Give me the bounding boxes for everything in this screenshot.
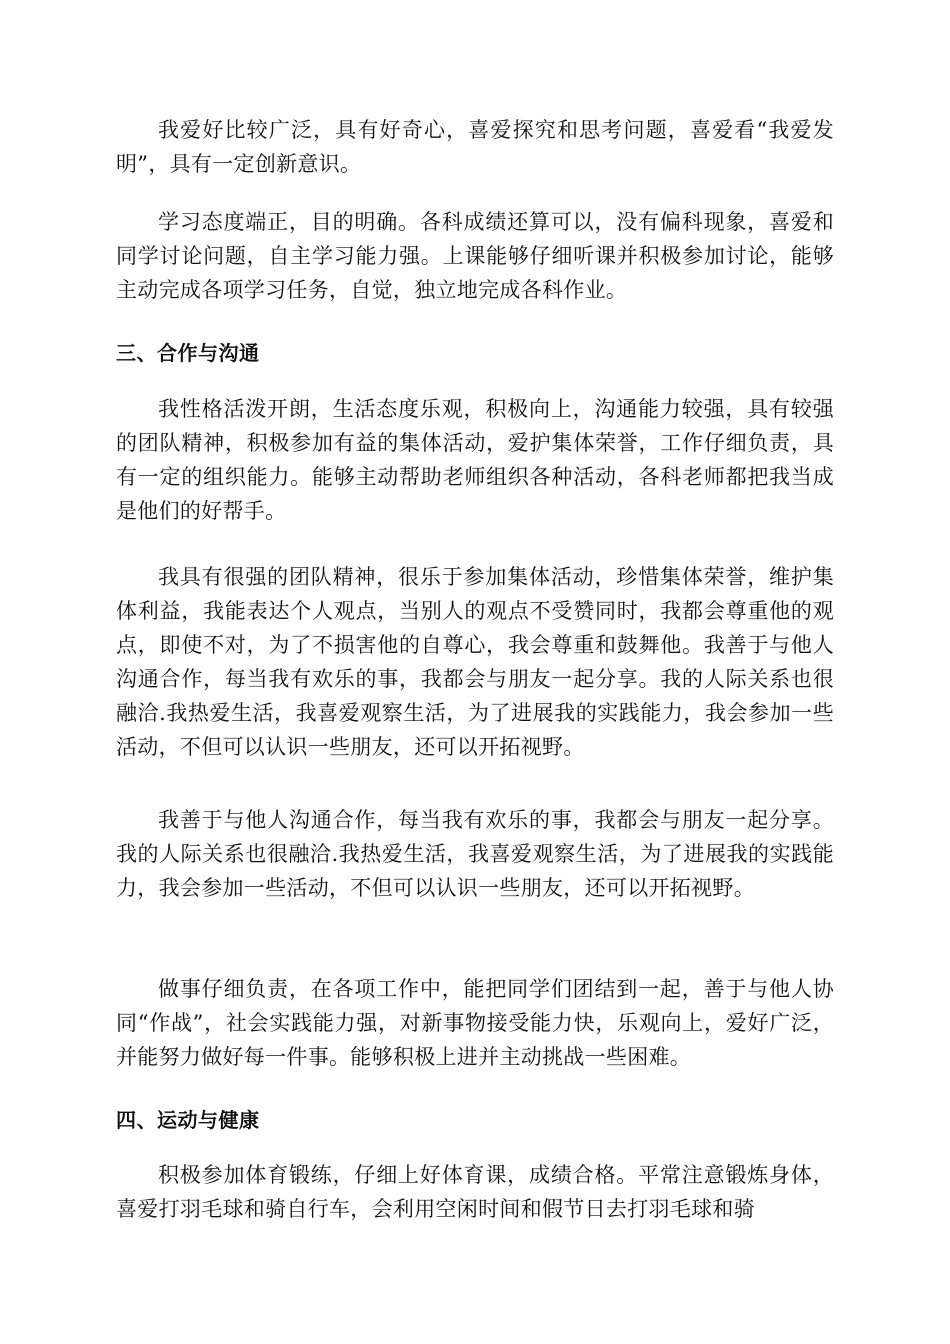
paragraph-personality: 我性格活泼开朗，生活态度乐观，积极向上，沟通能力较强，具有较强的团队精神，积极参加有益的集体活动，爱护集体荣誉，工作仔细负责，具有一定的组织能力。能够主动帮助老师组织各种活动，各科老师都把我当成是他们的好帮手。	[116, 397, 834, 523]
paragraph-responsibility: 做事仔细负责，在各项工作中，能把同学们团结到一起，善于与他人协同“作战”，社会实践能力强，对新事物接受能力快，乐观向上，爱好广泛，并能努力做好每一件事。能够积极上进并主动挑战一些困难。	[116, 977, 834, 1069]
section-heading-sports-health: 四、运动与健康	[116, 1108, 260, 1132]
paragraph-team-spirit: 我具有很强的团队精神，很乐于参加集体活动，珍惜集体荣誉，维护集体利益，我能表达个人观点，当别人的观点不受赞同时，我都会尊重他的观点，即使不对，为了不损害他的自尊心，我会尊重和鼓舞他。我善于与他人沟通合作，每当我有欢乐的事，我都会与朋友一起分享。我的人际关系也很融洽.我热爱生活，我喜爱观察生活，为了进展我的实践能力，我会参加一些活动，不但可以认识一些朋友，还可以开拓视野。	[116, 565, 834, 759]
paragraph-interests: 我爱好比较广泛，具有好奇心，喜爱探究和思考问题，喜爱看“我爱发明”，具有一定创新意识。	[116, 118, 834, 176]
section-heading-cooperation: 三、合作与沟通	[116, 341, 260, 365]
paragraph-communication: 我善于与他人沟通合作，每当我有欢乐的事，我都会与朋友一起分享。我的人际关系也很融洽.我热爱生活，我喜爱观察生活，为了进展我的实践能力，我会参加一些活动，不但可以认识一些朋友，还可以开拓视野。	[116, 808, 834, 900]
paragraph-study-attitude: 学习态度端正，目的明确。各科成绩还算可以，没有偏科现象，喜爱和同学讨论问题，自主学习能力强。上课能够仔细听课并积极参加讨论，能够主动完成各项学习任务，自觉，独立地完成各科作业。	[116, 210, 834, 302]
paragraph-sports: 积极参加体育锻练，仔细上好体育课，成绩合格。平常注意锻炼身体，喜爱打羽毛球和骑自行车，会利用空闲时间和假节日去打羽毛球和骑	[116, 1163, 834, 1221]
